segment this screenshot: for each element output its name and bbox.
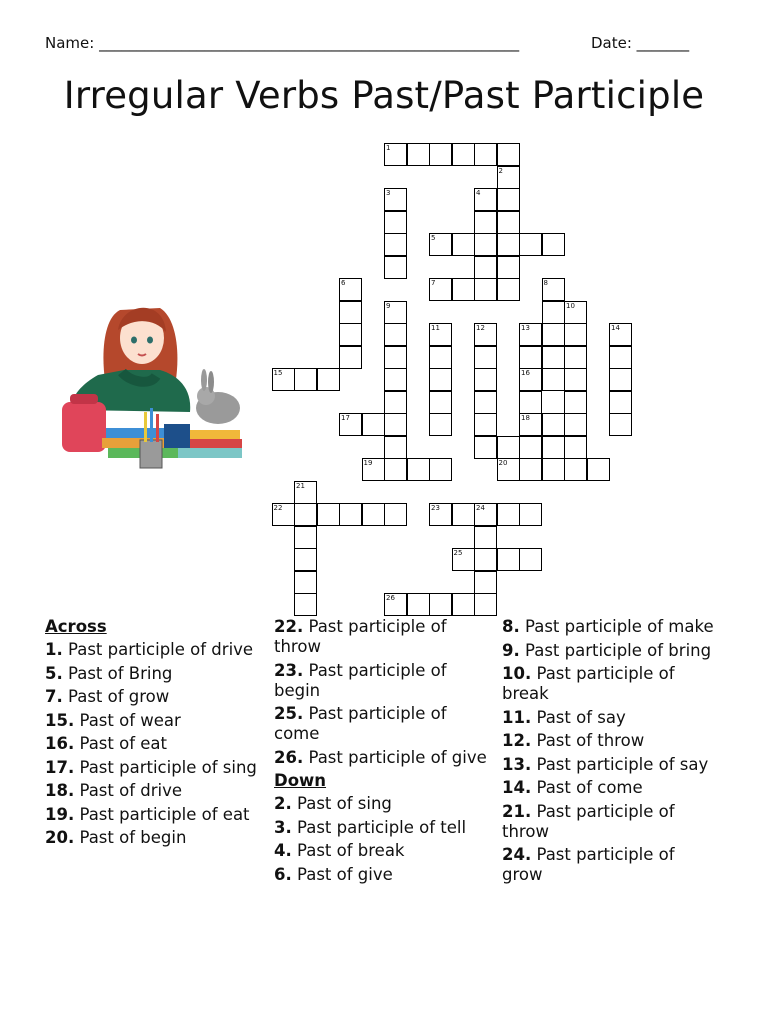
clue-number: 20. xyxy=(45,828,75,847)
crossword-cell[interactable] xyxy=(339,346,362,369)
crossword-cell[interactable] xyxy=(272,503,295,526)
crossword-cell[interactable] xyxy=(564,323,587,346)
clue-item xyxy=(502,641,717,661)
crossword-cell[interactable] xyxy=(474,256,497,279)
crossword-cell[interactable] xyxy=(474,346,497,369)
crossword-cell[interactable] xyxy=(497,188,520,211)
crossword-cell[interactable] xyxy=(542,346,565,369)
crossword-cell[interactable] xyxy=(474,436,497,459)
crossword-cell[interactable] xyxy=(474,503,497,526)
crossword-cell[interactable] xyxy=(474,233,497,256)
clues-column-3 xyxy=(502,617,717,889)
clue-text: Past of sing xyxy=(291,794,392,813)
crossword-clue-number: 26 xyxy=(386,594,395,602)
crossword-clue-number: 25 xyxy=(453,549,463,557)
clue-item xyxy=(502,617,717,637)
clue-item xyxy=(45,758,260,778)
crossword-clue-number: 21 xyxy=(296,481,305,490)
clue-item xyxy=(502,755,717,775)
crossword-cell[interactable] xyxy=(384,458,407,481)
clue-number: 9. xyxy=(502,640,520,660)
crossword-clue-number: 8 xyxy=(543,279,548,287)
clue-text: Past of grow xyxy=(62,687,170,706)
crossword-cell[interactable] xyxy=(564,301,587,324)
clue-number: 24. xyxy=(502,845,532,864)
crossword-clue-number: 20 xyxy=(498,459,508,467)
crossword-cell[interactable] xyxy=(474,593,497,616)
name-line[interactable]: Name: ________________________________________________________ xyxy=(45,34,520,52)
clue-number: 25. xyxy=(274,704,304,723)
down-heading: Down xyxy=(274,771,327,790)
crossword-clue-number: 17 xyxy=(341,414,350,422)
crossword-cell[interactable] xyxy=(564,346,587,369)
clue-text: Past participle of begin xyxy=(274,660,447,700)
clue-number: 26. xyxy=(274,747,304,767)
clue-text: Past participle of say xyxy=(531,754,709,774)
crossword-cell[interactable] xyxy=(384,503,407,526)
clue-item xyxy=(45,711,260,731)
clue-item xyxy=(45,664,260,684)
clue-number: 8. xyxy=(502,617,520,636)
clue-number: 23. xyxy=(274,660,304,680)
clue-text: Past participle of break xyxy=(502,664,675,703)
clue-text: Past participle of give xyxy=(303,747,487,767)
clue-text: Past participle of sing xyxy=(74,757,257,777)
crossword-cell[interactable] xyxy=(474,143,497,166)
clue-number: 7. xyxy=(45,687,63,706)
clue-number: 4. xyxy=(274,841,292,860)
crossword-cell[interactable] xyxy=(294,593,317,616)
crossword-cell[interactable] xyxy=(384,593,407,616)
clue-text: Past of break xyxy=(291,841,405,860)
crossword-cell[interactable] xyxy=(474,278,497,301)
clue-number: 14. xyxy=(502,778,532,797)
crossword-clue-number: 6 xyxy=(341,279,346,287)
crossword-cell[interactable] xyxy=(384,436,407,459)
clue-item xyxy=(274,841,489,861)
crossword-cell[interactable] xyxy=(429,368,452,391)
clue-text: Past participle of grow xyxy=(502,845,675,884)
date-line[interactable]: Date: _______ xyxy=(591,34,690,52)
crossword-cell[interactable] xyxy=(519,391,542,414)
clue-item xyxy=(274,818,489,838)
crossword-cell[interactable] xyxy=(474,548,497,571)
crossword-clue-number: 23 xyxy=(431,504,440,512)
crossword-cell[interactable] xyxy=(429,323,452,346)
crossword-cell[interactable] xyxy=(452,548,475,571)
clue-item xyxy=(502,845,717,885)
crossword-cell[interactable] xyxy=(564,458,587,481)
clue-number: 3. xyxy=(274,817,292,837)
crossword-cell[interactable] xyxy=(564,368,587,391)
crossword-cell[interactable] xyxy=(497,211,520,234)
clue-number: 5. xyxy=(45,663,63,683)
crossword-cell[interactable] xyxy=(429,458,452,481)
crossword-cell[interactable] xyxy=(339,301,362,324)
crossword-clue-number: 3 xyxy=(386,189,391,197)
crossword-cell[interactable] xyxy=(474,368,497,391)
clue-number: 12. xyxy=(502,731,532,750)
crossword-cell[interactable] xyxy=(429,278,452,301)
clue-number: 13. xyxy=(502,754,532,774)
crossword-cell[interactable] xyxy=(542,323,565,346)
crossword-cell[interactable] xyxy=(519,413,542,436)
clue-item xyxy=(502,731,717,751)
crossword-cell[interactable] xyxy=(339,413,362,436)
crossword-clue-number: 2 xyxy=(498,166,503,175)
crossword-clue-number: 15 xyxy=(273,369,283,377)
crossword-clue-number: 24 xyxy=(476,504,485,512)
clue-number: 1. xyxy=(45,640,63,659)
crossword-cell[interactable] xyxy=(362,503,385,526)
clue-item xyxy=(274,617,489,657)
crossword-cell[interactable] xyxy=(609,413,632,436)
clue-number: 16. xyxy=(45,734,75,753)
crossword-cell[interactable] xyxy=(429,233,452,256)
crossword-cell[interactable] xyxy=(339,503,362,526)
clue-text: Past participle of bring xyxy=(519,640,712,660)
crossword-cell[interactable] xyxy=(429,391,452,414)
clue-text: Past of drive xyxy=(74,781,183,800)
clue-text: Past of eat xyxy=(74,734,167,753)
crossword-clue-number: 18 xyxy=(521,414,530,422)
clue-text: Past of give xyxy=(291,864,393,884)
crossword-clue-number: 13 xyxy=(521,324,530,332)
crossword-clue-number: 10 xyxy=(566,301,575,310)
crossword-cell[interactable] xyxy=(452,233,475,256)
crossword-cell[interactable] xyxy=(519,233,542,256)
crossword-cell[interactable] xyxy=(452,503,475,526)
clue-item xyxy=(274,661,489,701)
crossword-clue-number: 1 xyxy=(386,144,391,152)
clue-item xyxy=(45,828,260,848)
clue-item xyxy=(502,778,717,798)
crossword-cell[interactable] xyxy=(609,346,632,369)
clue-item xyxy=(502,708,717,728)
crossword-clue-number: 5 xyxy=(431,234,436,242)
crossword-cell[interactable] xyxy=(362,413,385,436)
crossword-clue-number: 22 xyxy=(273,504,283,512)
crossword-cell[interactable] xyxy=(497,256,520,279)
crossword-cell[interactable] xyxy=(429,413,452,436)
crossword-cell[interactable] xyxy=(407,593,430,616)
clue-number: 19. xyxy=(45,804,75,824)
crossword-cell[interactable] xyxy=(497,436,520,459)
crossword-cell[interactable] xyxy=(272,368,295,391)
crossword-cell[interactable] xyxy=(474,526,497,549)
crossword-cell[interactable] xyxy=(407,143,430,166)
crossword-cell[interactable] xyxy=(407,458,430,481)
crossword-cell[interactable] xyxy=(384,301,407,324)
crossword-cell[interactable] xyxy=(542,233,565,256)
crossword-cell[interactable] xyxy=(542,301,565,324)
crossword-cell[interactable] xyxy=(384,368,407,391)
crossword-cell[interactable] xyxy=(294,368,317,391)
crossword-cell[interactable] xyxy=(519,548,542,571)
crossword-clue-number: 7 xyxy=(431,279,436,287)
clue-item xyxy=(274,704,489,744)
crossword-clue-number: 4 xyxy=(476,189,481,197)
crossword-cell[interactable] xyxy=(519,323,542,346)
crossword-cell[interactable] xyxy=(609,391,632,414)
clue-item xyxy=(274,865,489,885)
clue-number: 6. xyxy=(274,864,292,884)
clue-number: 21. xyxy=(502,801,532,821)
crossword-cell[interactable] xyxy=(542,278,565,301)
crossword-cell[interactable] xyxy=(609,323,632,346)
crossword-cell[interactable] xyxy=(474,188,497,211)
crossword-cell[interactable] xyxy=(362,458,385,481)
crossword-cell[interactable] xyxy=(587,458,610,481)
clue-number: 18. xyxy=(45,781,75,800)
crossword-cell[interactable] xyxy=(384,391,407,414)
clue-text: Past participle of make xyxy=(519,617,714,636)
crossword-cell[interactable] xyxy=(542,368,565,391)
crossword-cell[interactable] xyxy=(519,503,542,526)
clue-text: Past of say xyxy=(531,707,626,727)
clue-text: Past participle of throw xyxy=(274,617,447,656)
crossword-cell[interactable] xyxy=(429,503,452,526)
crossword-cell[interactable] xyxy=(609,368,632,391)
crossword-cell[interactable] xyxy=(542,413,565,436)
crossword-clue-number: 9 xyxy=(386,301,391,310)
crossword-cell[interactable] xyxy=(474,391,497,414)
page-title: Irregular Verbs Past/Past Participle xyxy=(63,74,705,117)
clue-number: 10. xyxy=(502,664,532,683)
clue-item xyxy=(45,781,260,801)
clue-text: Past of Bring xyxy=(62,663,173,683)
crossword-cell[interactable] xyxy=(519,346,542,369)
crossword-cell[interactable] xyxy=(474,413,497,436)
crossword-cell[interactable] xyxy=(564,436,587,459)
clue-text: Past participle of come xyxy=(274,704,447,743)
clue-text: Past of begin xyxy=(74,828,187,847)
clue-item xyxy=(274,748,489,768)
crossword-cell[interactable] xyxy=(294,526,317,549)
crossword-cell[interactable] xyxy=(429,346,452,369)
crossword-cell[interactable] xyxy=(317,368,340,391)
clue-item xyxy=(502,802,717,842)
clue-item xyxy=(274,794,489,814)
clue-item xyxy=(45,640,260,660)
crossword-cell[interactable] xyxy=(497,458,520,481)
clue-text: Past participle of throw xyxy=(502,801,675,841)
crossword-cell[interactable] xyxy=(294,503,317,526)
crossword-cell[interactable] xyxy=(497,503,520,526)
crossword-cell[interactable] xyxy=(294,571,317,594)
clues-column-1 xyxy=(45,617,260,852)
clue-item xyxy=(45,734,260,754)
clue-number: 2. xyxy=(274,794,292,813)
crossword-cell[interactable] xyxy=(384,413,407,436)
crossword-cell[interactable] xyxy=(564,391,587,414)
crossword-cell[interactable] xyxy=(564,413,587,436)
clue-item xyxy=(45,687,260,707)
clues-column-2 xyxy=(274,617,489,888)
crossword-clue-number: 11 xyxy=(431,324,440,332)
crossword-cell[interactable] xyxy=(384,323,407,346)
crossword-cell[interactable] xyxy=(294,481,317,504)
crossword-cell[interactable] xyxy=(519,458,542,481)
crossword-clue-number: 14 xyxy=(611,324,620,332)
clue-number: 22. xyxy=(274,617,304,636)
crossword-cell[interactable] xyxy=(429,143,452,166)
crossword-cell[interactable] xyxy=(542,458,565,481)
crossword-cell[interactable] xyxy=(497,166,520,189)
crossword-cell[interactable] xyxy=(384,256,407,279)
clue-item xyxy=(502,664,717,704)
crossword-cell[interactable] xyxy=(519,368,542,391)
crossword-cell[interactable] xyxy=(384,188,407,211)
crossword-cell[interactable] xyxy=(497,278,520,301)
crossword-clue-number: 19 xyxy=(363,459,373,467)
crossword-cell[interactable] xyxy=(384,211,407,234)
crossword-cell[interactable] xyxy=(339,323,362,346)
clue-text: Past of throw xyxy=(531,731,645,750)
clue-text: Past participle of drive xyxy=(62,640,254,659)
crossword-cell[interactable] xyxy=(339,278,362,301)
across-heading: Across xyxy=(45,617,107,636)
crossword-cell[interactable] xyxy=(497,143,520,166)
crossword-cell[interactable] xyxy=(497,233,520,256)
crossword-cell[interactable] xyxy=(497,548,520,571)
crossword-cell[interactable] xyxy=(452,593,475,616)
clue-text: Past participle of eat xyxy=(74,804,250,824)
crossword-clue-number: 16 xyxy=(521,369,530,377)
crossword-cell[interactable] xyxy=(384,346,407,369)
clue-text: Past participle of tell xyxy=(291,817,467,837)
crossword-cell[interactable] xyxy=(294,548,317,571)
clue-text: Past of come xyxy=(531,778,643,797)
crossword-cell[interactable] xyxy=(474,211,497,234)
crossword-cell[interactable] xyxy=(452,143,475,166)
crossword-cell[interactable] xyxy=(452,278,475,301)
clue-item xyxy=(45,805,260,825)
clue-number: 17. xyxy=(45,757,75,777)
crossword-cell[interactable] xyxy=(317,503,340,526)
crossword-cell[interactable] xyxy=(542,436,565,459)
crossword-cell[interactable] xyxy=(384,233,407,256)
crossword-clue-number: 12 xyxy=(476,324,485,332)
clue-number: 11. xyxy=(502,707,532,727)
crossword-cell[interactable] xyxy=(519,436,542,459)
crossword-cell[interactable] xyxy=(474,323,497,346)
crossword-cell[interactable] xyxy=(429,593,452,616)
clue-text: Past of wear xyxy=(74,710,181,730)
clue-number: 15. xyxy=(45,710,75,730)
crossword-cell[interactable] xyxy=(474,571,497,594)
crossword-cell[interactable] xyxy=(384,143,407,166)
